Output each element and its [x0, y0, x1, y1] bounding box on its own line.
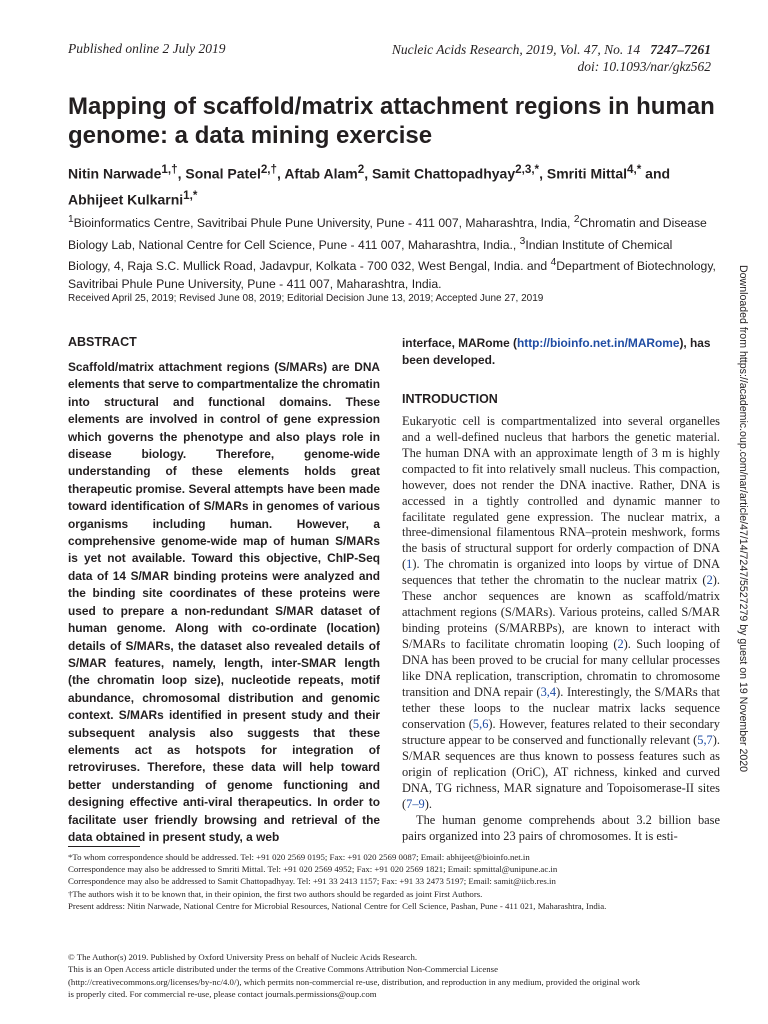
affiliations: [68, 211, 718, 293]
author-name: Nitin Narwade: [68, 165, 162, 182]
introduction-paragraph: [402, 414, 720, 813]
article-title: Mapping of scaffold/matrix attachment regions in human genome: a data mining exercise: [68, 93, 715, 149]
right-column: [402, 335, 720, 845]
introduction-text-run: ). These anchor sequences are known as scaffold/matrix attachment regions (S/MARs). Various proteins, called S/MAR binding proteins (S/MARBPs), are known to interact with S/MARs to facilitate chromatin looping (: [402, 573, 720, 652]
introduction-text-run: ). Such looping of DNA has been proved to be crucial for many cellular processes like DNA replication, transcription, chromatin to chromosome transition and DNA repair (: [402, 637, 720, 700]
introduction-text-run: The human genome comprehends about 3.2 billion base pairs organized into 23 pairs of chromosomes. It is esti-: [402, 812, 720, 843]
introduction-text-run: ). S/MAR sequences are thus known to possess features such as origin of replication (OriC), AT richness, kinked and curved DNA, TG richness, MAR signature and Topoisomerase-II sites (: [402, 732, 720, 811]
abstract-heading: ABSTRACT: [68, 335, 137, 349]
received-dates: Received April 25, 2019; Revised June 08, 2019; Editorial Decision June 13, 2019; Accepted June 27, 2019: [68, 293, 544, 304]
abstract-column: [68, 335, 380, 846]
introduction-paragraph: [402, 813, 720, 845]
affiliation-text: Bioinformatics Centre, Savitribai Phule Pune University, Pune - 411 007, Maharashtra, India,: [73, 216, 574, 231]
license-line: is properly cited. For commercial re-use, please contact journals.permissions@oup.com: [68, 988, 377, 999]
affiliation-number: 1: [68, 214, 74, 225]
author-name: Smriti Mittal: [546, 165, 627, 182]
citation-link[interactable]: 1: [406, 557, 413, 572]
footnote-line: Correspondence may also be addressed to Samit Chattopadhyay. Tel: +91 33 2413 1157; Fax: +91 33 2473 5197; Email: samit@iicb.res.in: [68, 876, 556, 887]
author-name: Sonal Patel: [185, 165, 261, 182]
license-line: (http://creativecommons.org/licenses/by-nc/4.0/), which permits non-commercial re-use, distribution, and reproduction in any medium, provided the original work: [68, 976, 640, 987]
license-line: © The Author(s) 2019. Published by Oxford University Press on behalf of Nucleic Acids Research.: [68, 952, 418, 962]
license-block: [68, 951, 728, 1000]
author-name: Aftab Alam: [284, 165, 358, 182]
citation-link[interactable]: 3,4: [540, 685, 557, 700]
journal-header: [392, 41, 711, 75]
introduction-text-run: ). Interestingly, the S/MARs that tether these loops to the nuclear matrix lacks sequence conservation (: [402, 685, 720, 731]
footnote-line: Present address: Nitin Narwade, National Centre for Microbial Resources, National Centre for Cell Science, Pashan, Pune - 411 021, Maharashtra, India.: [68, 900, 607, 911]
author-affiliation-mark: 4,*: [627, 163, 642, 176]
author-name: Abhijeet Kulkarni: [68, 191, 184, 208]
license-line: This is an Open Access article distributed under the terms of the Creative Commons Attribution Non-Commercial License: [68, 964, 498, 975]
introduction-text-run: ).: [424, 796, 432, 811]
affiliation-number: 4: [550, 257, 557, 269]
download-note-text: Downloaded from https://academic.oup.com/nar/article/47/14/7247/5527279 by guest on 19 November 2020: [737, 265, 749, 773]
author-affiliation-mark: 2,3,*: [515, 163, 540, 176]
introduction-text-run: Eukaryotic cell is compartmentalized into several organelles and a well-defined nucleus that harbors the genetic material. The human DNA with an approximate length of 3 m is highly compacted to fit into relatively small nucleus. This compaction, however, does not render the DNA inactive. Rather, DNA is accessed in a tightly controlled and dynamic manner to facilitate regulated gene expression. The nuclear matrix, a three-dimensional filamentous RNA–protein meshwork, forms the basis of structural support for orderly compaction of DNA (: [402, 413, 720, 572]
introduction-text-run: ). However, features related to their secondary structure appear to be conserved and functionally relevant (: [402, 716, 720, 747]
author-affiliation-mark: 2: [357, 163, 365, 176]
affiliation-text: Department of Biotechnology, Savitribai Phule Pune University, Pune - 411 007, Maharashtra, India.: [68, 259, 716, 291]
introduction-text-run: ). The chromatin is organized into loops by virtue of DNA sequences that tether the chromatin to the nuclear matrix (: [402, 557, 720, 588]
author-affiliation-mark: 1,*: [183, 188, 198, 202]
footnote-rule: [68, 846, 140, 847]
citation-link[interactable]: 2: [617, 637, 624, 652]
journal-citation: Nucleic Acids Research, 2019, Vol. 47, No. 14: [391, 42, 641, 57]
abstract-continuation-before: interface, MARome (: [402, 336, 517, 350]
abstract-continuation: [402, 335, 720, 370]
author-affiliation-mark: 1,†: [161, 163, 178, 176]
citation-link[interactable]: 5,6: [472, 716, 489, 731]
affiliation-text: Chromatin and Disease Biology Lab, National Centre for Cell Science, Pune - 411 007, Maharashtra, India.,: [68, 216, 707, 252]
introduction-heading: INTRODUCTION: [402, 391, 498, 406]
footnote-line: †The authors wish it to be known that, in their opinion, the first two authors should be regarded as joint First Authors.: [68, 888, 483, 899]
author-name: Samit Chattopadhyay: [371, 165, 516, 182]
affiliation-number: 2: [573, 214, 580, 225]
footnote-line: *To whom correspondence should be addressed. Tel: +91 020 2569 0195; Fax: +91 020 2569 0087; Email: abhijeet@bioinfo.net.in: [68, 852, 530, 862]
page-range: 7247–7261: [650, 42, 711, 57]
author-list: Nitin Narwade$^{1,\dagger}$, Sonal Patel$^{2,\dagger}$, Aftab Alam$^2$, Samit Chattopadhyay$^{2,3,*}$, Smriti Mittal$^{4,*}$ and Abhijeet Kulkarni$^{1,*}$: [68, 163, 671, 208]
citation-link[interactable]: 5,7: [697, 732, 713, 747]
abstract-text: Scaffold/matrix attachment regions (S/MARs) are DNA elements that serve to compartmentalize the chromatin into structural and functional domains. These elements are involved in control of gene expression which governs the phenotype and also plays role in disease biology. Therefore, genome-wide understanding of these elements holds great therapeutic promise. Several attempts have been made toward identification of S/MARs in genomes of various organisms including human. However, a comprehensive genome-wide map of human S/MARs is yet not available. Toward this objective, ChIP-Seq data of 14 S/MAR binding proteins were analyzed and the binding site coordinates of these proteins were used to prepare a non-redundant S/MAR dataset of human genome. Along with co-ordinate (location) details of S/MARs, the dataset also revealed details of S/MAR features, namely, length, inter-SMAR length (the chromatin loop size), nucleotide repeats, motif abundance, chromosomal distribution and genomic context. S/MARs identified in present study and their subsequent analysis also suggests that these elements act as hotspots for integration of retroviruses. Therefore, these data will help toward better understanding of genome functioning and designing effective anti-viral therapeutics. In order to facilitate user friendly browsing and retrieval of the data obtained in present study, a web: [68, 360, 380, 844]
download-side-note: [733, 265, 753, 775]
footnote-line: Correspondence may also be addressed to Smriti Mittal. Tel: +91 020 2569 4952; Fax: +91 020 2569 1821; Email: spmittal@unipune.ac.in: [68, 864, 558, 875]
footnotes: [68, 851, 728, 912]
citation-link[interactable]: 2: [706, 573, 713, 588]
published-date: Published online 2 July 2019: [68, 41, 226, 56]
doi: doi: 10.1093/nar/gkz562: [577, 59, 711, 74]
introduction-body: [402, 414, 720, 845]
affiliation-number: 3: [519, 235, 526, 247]
affiliation-text: Indian Institute of Chemical Biology, 4, Raja S.C. Mullick Road, Jadavpur, Kolkata - 700 032, West Bengal, India. and: [68, 237, 673, 274]
marome-link[interactable]: http://bioinfo.net.in/MARome: [516, 336, 680, 350]
citation-link[interactable]: 7–9: [406, 796, 425, 811]
author-affiliation-mark: 2,†: [260, 163, 278, 176]
abstract-continuation-after: ), has been developed.: [402, 336, 711, 368]
